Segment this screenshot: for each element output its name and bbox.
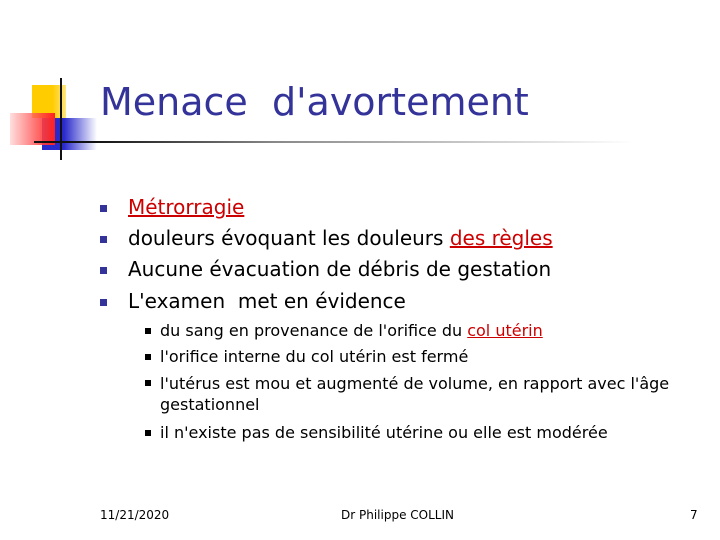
sub-bullet-icon [145,430,151,436]
sub-bullet-icon [145,380,151,386]
decor-vertical-line [60,78,62,160]
bullet-icon [100,205,107,212]
footer-page-number: 7 [690,508,698,522]
bullet-icon [100,267,107,274]
sub-bullet-item: l'utérus est mou et augmenté de volume, en rapport avec l'âge gestationnel [160,374,670,414]
bullet-icon [100,299,107,306]
sub-bullet-item: il n'existe pas de sensibilité utérine ou elle est modérée [160,423,608,442]
sub-bullet-item: l'orifice interne du col utérin est fermé [160,347,469,366]
decor-horizontal-line [34,141,634,143]
bullet-icon [100,236,107,243]
bullet-item [128,195,244,219]
bullet-text: douleurs évoquant les douleurs [128,226,450,250]
sub-bullet-icon [145,328,151,334]
sub-bullet-item [160,320,680,341]
bullet-item: Aucune évacuation de débris de gestation [128,257,552,281]
sub-bullet-text: du sang en provenance de l'orifice du [160,321,468,340]
footer-date: 11/21/2020 [100,508,170,522]
bullet-link[interactable]: Métrorragie [128,195,245,219]
sub-bullet-link[interactable]: col utérin [467,321,543,340]
bullet-link[interactable]: des règles [449,226,553,250]
bullet-item: L'examen met en évidence [128,289,406,313]
bullet-item [128,226,553,250]
footer-author: Dr Philippe COLLIN [341,508,454,522]
sub-bullet-icon [145,354,151,360]
slide-title: Menace d'avortement [100,80,529,124]
